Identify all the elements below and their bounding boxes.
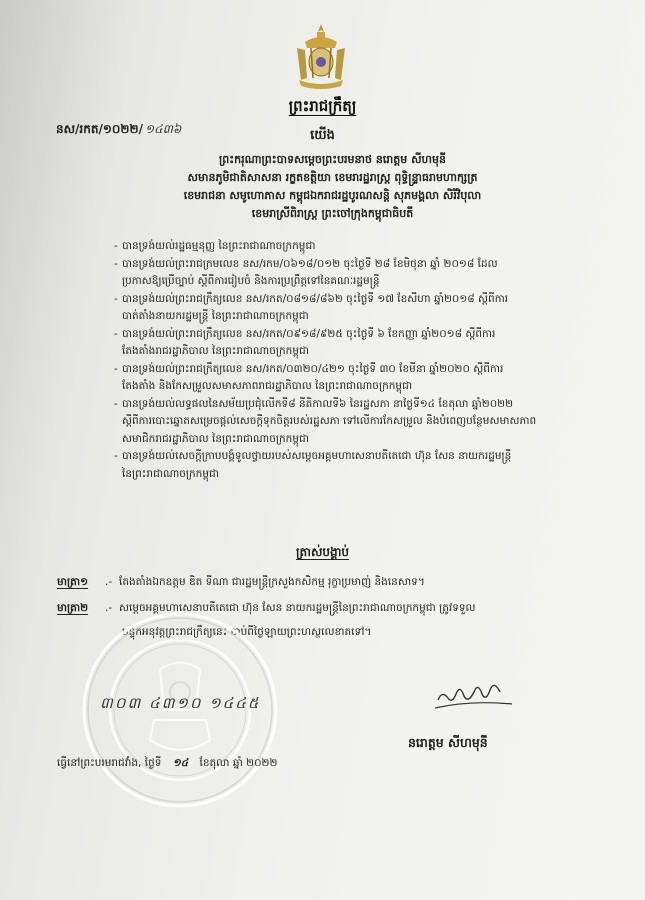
consideration-line: - បានទ្រង់យល់រដ្ឋធម្មនុញ្ញ នៃព្រះរាជាណាចក្រកម្ពុជា — [122, 240, 316, 252]
royal-signature-icon — [430, 670, 520, 714]
consideration-line: បាត់តាំងនាយករដ្ឋមន្ត្រី នៃព្រះរាជាណាចក្រកម្ពុជា — [122, 310, 309, 322]
royal-title-line: ខេមរាជនា សមូហោភាស កម្ពុជឯករាជរដ្ឋបូរណសន្តិ សុភមង្គលា សិរីវិបុលា — [183, 189, 482, 202]
royal-title-line: ខេមរាស្រីពិរាស្ត្រ ព្រះចៅក្រុងកម្ពុជាធិបតី — [251, 207, 414, 220]
article-label: មាត្រា១ — [57, 576, 89, 588]
royal-title-line: ព្រះករុណាព្រះបាទសម្តេចព្រះបរមនាថ នរោត្តម សីហមុនី — [219, 153, 446, 166]
decree-title: ព្រះរាជក្រឹត្យ — [288, 97, 357, 115]
consideration-line: តែងតាំងរាជរដ្ឋាភិបាល នៃព្រះរាជាណាចក្រកម្ពុជា — [122, 345, 309, 357]
consideration-line: ប្រកាសឱ្យប្រើច្បាប់ ស្តីពីការរៀបចំ និងការប្រព្រឹត្តទៅនៃគណៈរដ្ឋមន្ត្រី — [122, 275, 380, 287]
consideration-item — [114, 238, 614, 256]
article-text: សម្តេចអគ្គមហាសេនាបតីតេជោ ហ៊ុន សែន នាយករដ្ឋមន្ត្រីនៃព្រះរាជាណាចក្រកម្ពុជា ត្រូវទទួល — [119, 602, 476, 614]
consideration-line: - បានទ្រង់យល់ព្រះរាជក្រឹត្យលេខ នស/រកត/០៨១៨/៨៦២ ចុះថ្ងៃទី ១៧ ខែសីហា ឆ្នាំ២០១៨ ស្តីពីការ — [122, 292, 509, 305]
reference-handwritten: ១៤៣៦ — [144, 122, 182, 136]
article-text: តែងតាំងឯកឧត្តម ឌិត ទីណា ជារដ្ឋមន្ត្រីក្រសួងកសិកម្ម រុក្ខាប្រមាញ់ និងនេសាទ។ — [119, 576, 425, 588]
consideration-item — [114, 361, 614, 396]
article-label: មាត្រា២ — [57, 602, 89, 614]
consideration-line: - បានទ្រង់យល់ព្រះរាជក្រឹត្យលេខ នស/រកត/០៣២០/៤២១ ចុះថ្ងៃទី ៣០ ខែមីនា ឆ្នាំ២០២០ ស្តីពីការ — [122, 362, 504, 375]
consideration-line: - បានទ្រង់យល់ព្រះរាជក្រឹត្យលេខ នស/រកត/០៩១៨/៩២៥ ចុះថ្ងៃទី ៦ ខែកញ្ញា ឆ្នាំ២០១៨ ស្តីពីការ — [122, 327, 496, 340]
consideration-line: នៃព្រះរាជាណាចក្រកម្ពុជា — [122, 467, 220, 480]
consideration-line: សមាជិករាជរដ្ឋាភិបាល នៃព្រះរាជាណាចក្រកម្ពុជា — [122, 432, 309, 445]
date-suffix: ខែតុលា ឆ្នាំ ២០២២ — [199, 757, 278, 769]
royal-title-line: សមានភូមិជាតិសាសនា រក្ខតខត្តិយា ខេមរារដ្ឋរាស្ត្រ ពុទ្ធិន្ទ្រាធរាមហាក្សត្រ — [187, 171, 478, 184]
royal-titles — [60, 151, 605, 223]
article-2: មាត្រា២ .- សម្តេចអគ្គមហាសេនាបតីតេជោ ហ៊ុន សែន នាយករដ្ឋមន្ត្រីនៃព្រះរាជាណាចក្រកម្ពុជា ត្រូវទទួល — [57, 597, 476, 620]
date-line — [57, 757, 277, 772]
decide-heading: ត្រាស់បង្គាប់ — [295, 545, 350, 559]
date-prefix: ធ្វើនៅព្រះបរមរាជវាំង, ថ្ងៃទី — [57, 757, 162, 769]
signer-name: នរោត្តម សីហមុនី — [408, 735, 488, 750]
seal-registration-number: ៣០៣ ៤៣១០ ១៤៤៥ — [100, 694, 261, 712]
article-2-continuation: បន្ទុកអនុវត្តព្រះរាជក្រឹត្យនេះ ចាប់ពីថ្ងៃឡាយព្រះហស្ថលេខាតទៅ។ — [122, 626, 372, 638]
consideration-line: - បានទ្រង់យល់សេចក្តីក្រាបបង្គំទូលថ្វាយរបស់សម្តេចអគ្គមហាសេនាបតីតេជោ ហ៊ុន សែន នាយករដ្ឋមន្ត្រី — [122, 450, 512, 462]
consideration-line: - បានទ្រង់យល់លទ្ធផលនៃសម័យប្រជុំលើកទី៨ នីតិកាលទី៦ នៃរដ្ឋសភា នាថ្ងៃទី១៤ ខែតុលា ឆ្នាំ២០២២ — [122, 397, 514, 410]
date-day: ១៤ — [172, 757, 189, 769]
consideration-line: - បានទ្រង់យល់ព្រះរាជក្រមលេខ នស/រកម/០៦១៨/០១២ ចុះថ្ងៃទី ២៨ ខែមិថុនា ឆ្នាំ ២០១៨ ដែល — [122, 257, 498, 270]
reference-prefix: នស/រកត/១០២២/ — [56, 122, 143, 136]
consideration-item — [114, 326, 614, 361]
consideration-line: តែងតាំង និងកែសម្រួលសមាសភាពរាជរដ្ឋាភិបាល នៃព្រះរាជាណាចក្រកម្ពុជា — [122, 380, 413, 392]
consideration-item — [114, 396, 614, 449]
we-heading: យើង — [310, 128, 335, 143]
consideration-item — [114, 291, 614, 326]
consideration-line: ស្តីពីការបោះឆ្នោតសម្រេចផ្តល់សេចក្តីទុកចិត្តរបស់រដ្ឋសភា ទៅលើការកែសម្រួល និងបំពេញបន្ថែមសមាសភាព — [122, 415, 537, 427]
consideration-item — [114, 448, 614, 483]
article-1: មាត្រា១ .- តែងតាំងឯកឧត្តម ឌិត ទីណា ជារដ្ឋមន្ត្រីក្រសួងកសិកម្ម រុក្ខាប្រមាញ់ និងនេសាទ។ — [57, 571, 425, 594]
royal-emblem-icon — [291, 22, 351, 90]
considerations-list — [114, 238, 614, 483]
consideration-item — [114, 256, 614, 291]
